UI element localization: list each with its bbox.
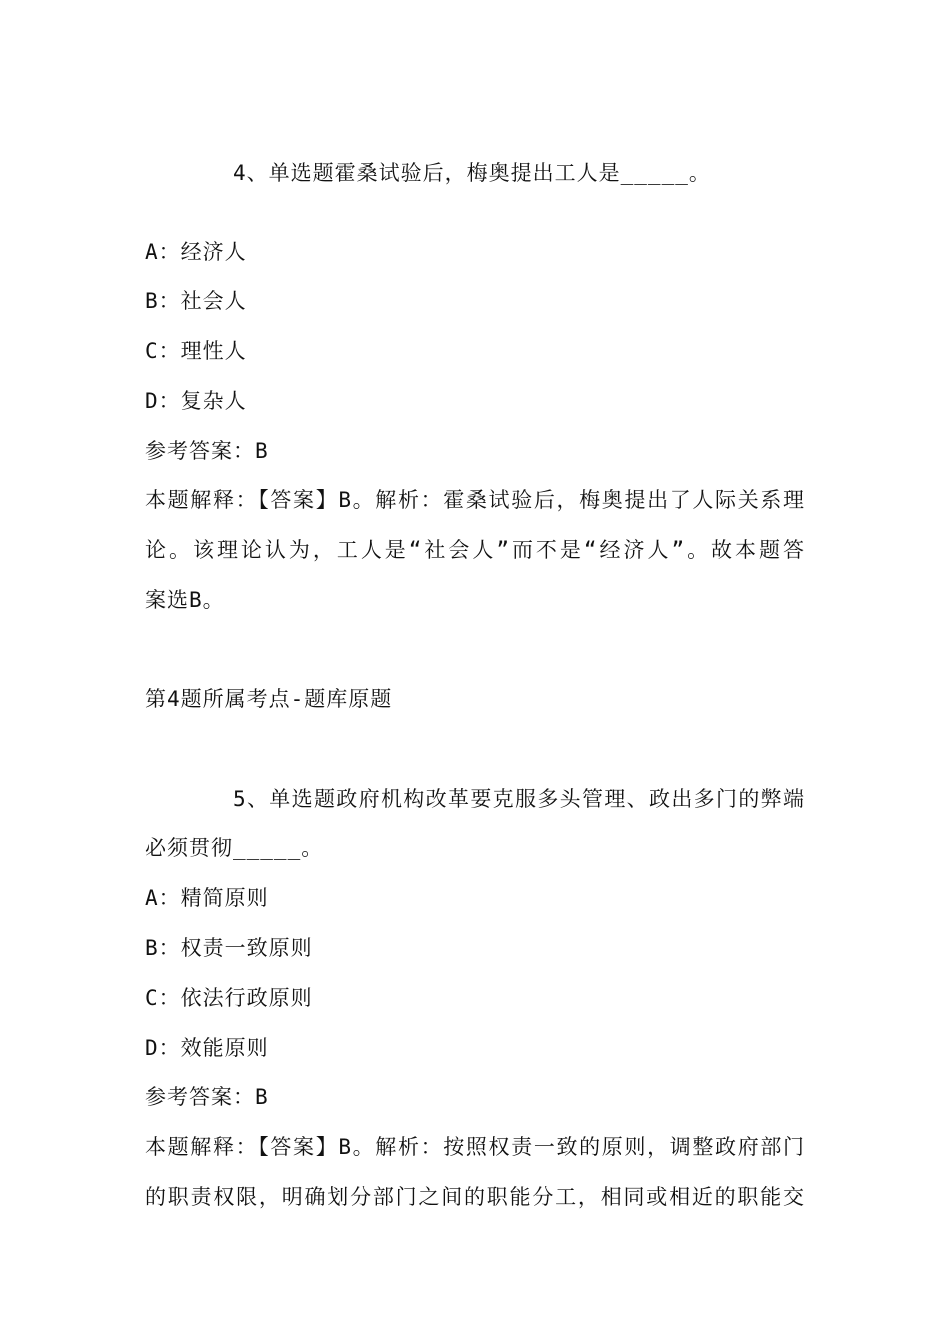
question-5-option-b: B：权责一致原则 [145,936,313,960]
question-4-option-d: D：复杂人 [145,389,247,413]
question-5-explanation-line: 本题解释：【答案】B。解析：按照权责一致的原则，调整政府部门 [145,1135,805,1159]
question-4-stem: 4、单选题霍桑试验后，梅奥提出工人是_____。 [233,161,711,185]
question-5-stem-line: 5、单选题政府机构改革要克服多头管理、政出多门的弊端 [233,787,805,811]
question-5-stem-line: 必须贯彻_____。 [145,836,324,860]
question-4-explanation-line: 本题解释：【答案】B。解析：霍桑试验后，梅奥提出了人际关系理 [145,488,805,512]
question-4-option-b: B：社会人 [145,289,247,313]
question-4-option-a: A：经济人 [145,240,247,264]
question-4-explanation-line: 案选B。 [145,588,225,612]
question-5-option-a: A：精简原则 [145,886,269,910]
question-4-topic: 第4题所属考点-题库原题 [145,687,393,711]
question-4-option-c: C：理性人 [145,339,247,363]
question-5-option-d: D：效能原则 [145,1036,269,1060]
question-4-answer: 参考答案：B [145,439,269,463]
question-4-explanation-line: 论。该理论认为，工人是“社会人”而不是“经济人”。故本题答 [145,538,805,562]
question-5-option-c: C：依法行政原则 [145,986,313,1010]
question-5-answer: 参考答案：B [145,1085,269,1109]
question-5-explanation-line: 的职责权限，明确划分部门之间的职能分工，相同或相近的职能交 [145,1185,805,1209]
